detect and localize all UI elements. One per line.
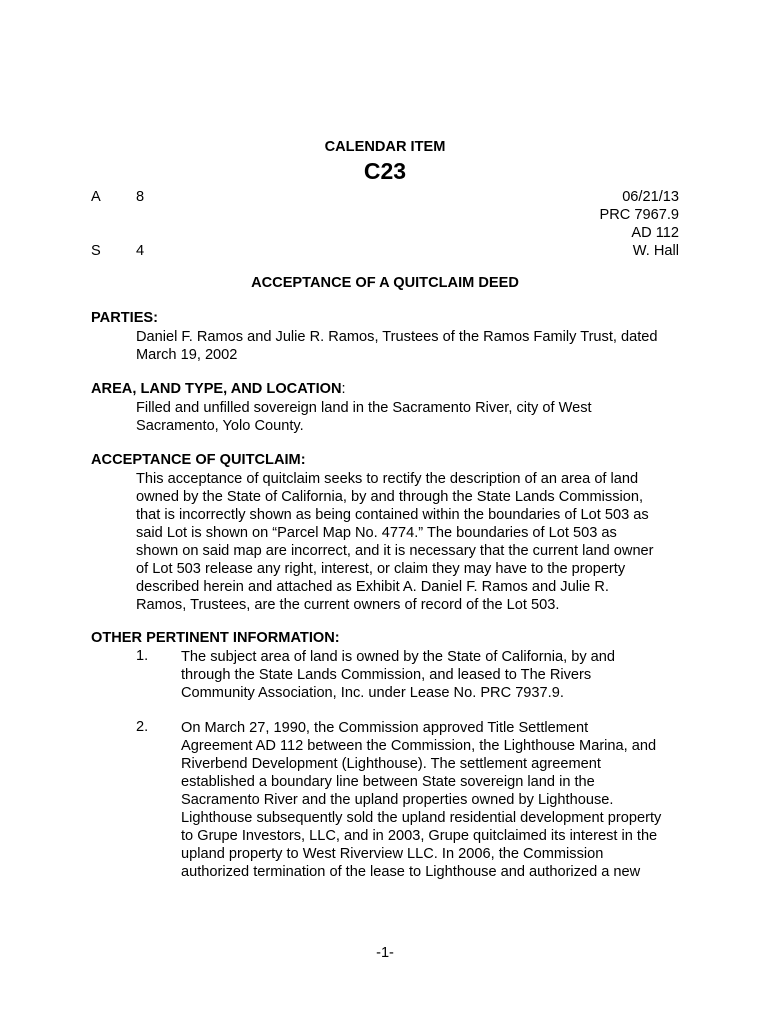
- text-line: Riverbend Development (Lighthouse). The settlement agreement: [181, 756, 601, 772]
- text-line: Sacramento River and the upland properties owned by Lighthouse.: [181, 792, 614, 808]
- text-line: Lighthouse subsequently sold the upland residential development property: [181, 810, 662, 826]
- acceptance-body: [136, 470, 696, 614]
- text-line: Ramos, Trustees, are the current owners of record of the Lot 503.: [136, 597, 560, 613]
- list-item-number: 1.: [136, 648, 149, 664]
- other-info-heading: OTHER PERTINENT INFORMATION:: [91, 630, 340, 646]
- area-heading-colon: :: [341, 381, 346, 397]
- text-line: established a boundary line between State sovereign land in the: [181, 774, 595, 790]
- calendar-item-number: C23: [363, 158, 407, 184]
- text-line: Daniel F. Ramos and Julie R. Ramos, Trustees of the Ramos Family Trust, dated: [136, 329, 658, 345]
- area-heading: [91, 381, 346, 397]
- parties-body: [136, 328, 696, 364]
- text-line: upland property to West Riverview LLC. In 2006, the Commission: [181, 846, 604, 862]
- text-line: shown on said map are incorrect, and it is necessary that the current land owner: [136, 543, 654, 559]
- text-line: Community Association, Inc. under Lease No. PRC 7937.9.: [181, 685, 564, 701]
- list-item-text: [181, 648, 701, 702]
- senate-district-label: S: [91, 243, 101, 259]
- area-body: [136, 399, 696, 435]
- page-number: -1-: [376, 945, 394, 961]
- text-line: On March 27, 1990, the Commission approved Title Settlement: [181, 720, 589, 736]
- text-line: Sacramento, Yolo County.: [136, 418, 304, 434]
- text-line: said Lot is shown on “Parcel Map No. 4774.” The boundaries of Lot 503 as: [136, 525, 617, 541]
- staff-name: W. Hall: [632, 243, 679, 259]
- assembly-district-value: 8: [136, 189, 145, 205]
- acceptance-heading: ACCEPTANCE OF QUITCLAIM:: [91, 452, 306, 468]
- text-line: Agreement AD 112 between the Commission, the Lighthouse Marina, and: [181, 738, 657, 754]
- text-line: of Lot 503 release any right, interest, or claim they may have to the property: [136, 561, 626, 577]
- document-title: ACCEPTANCE OF A QUITCLAIM DEED: [251, 275, 519, 291]
- prc-number: PRC 7967.9: [599, 207, 679, 223]
- text-line: to Grupe Investors, LLC, and in 2003, Grupe quitclaimed its interest in the: [181, 828, 658, 844]
- text-line: The subject area of land is owned by the State of California, by and: [181, 649, 616, 665]
- text-line: that is incorrectly shown as being contained within the boundaries of Lot 503 as: [136, 507, 649, 523]
- text-line: authorized termination of the lease to Lighthouse and authorized a new: [181, 864, 641, 880]
- text-line: March 19, 2002: [136, 347, 238, 363]
- list-item-number: 2.: [136, 719, 149, 735]
- text-line: This acceptance of quitclaim seeks to rectify the description of an area of land: [136, 471, 639, 487]
- calendar-item-label: CALENDAR ITEM: [324, 139, 446, 155]
- meeting-date: 06/21/13: [622, 189, 679, 205]
- text-line: through the State Lands Commission, and leased to The Rivers: [181, 667, 592, 683]
- parties-heading: PARTIES:: [91, 310, 159, 326]
- senate-district-value: 4: [136, 243, 145, 259]
- text-line: described herein and attached as Exhibit A. Daniel F. Ramos and Julie R.: [136, 579, 609, 595]
- text-line: owned by the State of California, by and through the State Lands Commission,: [136, 489, 644, 505]
- text-line: Filled and unfilled sovereign land in the Sacramento River, city of West: [136, 400, 592, 416]
- area-heading-text: AREA, LAND TYPE, AND LOCATION: [91, 381, 342, 397]
- assembly-district-label: A: [91, 189, 101, 205]
- ad-number: AD 112: [631, 225, 679, 241]
- list-item-text: [181, 719, 701, 881]
